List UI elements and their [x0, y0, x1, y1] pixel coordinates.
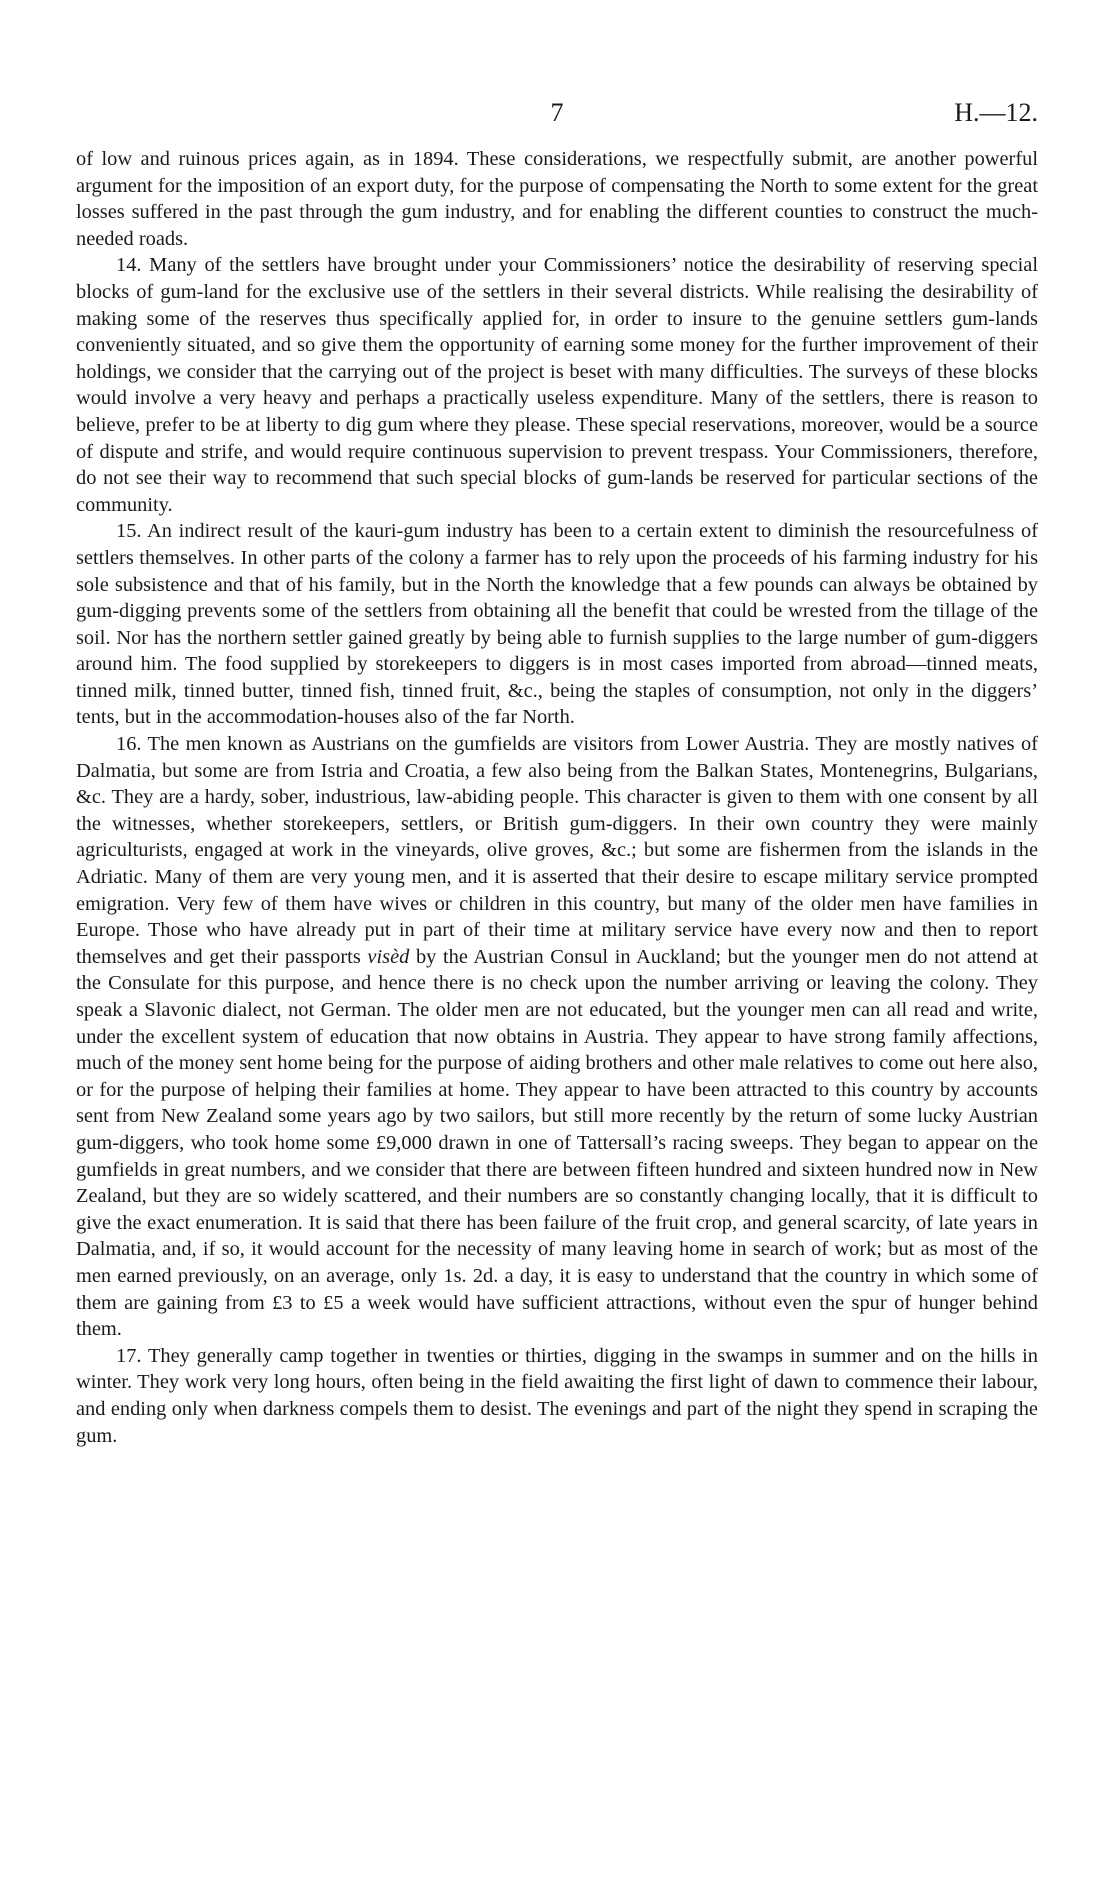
paragraph-16 [76, 731, 1038, 1343]
paragraph-13-continuation: of low and ruinous prices again, as in 1894. These considerations, we respectfully submit, are another powerful argument for the imposition of an export duty, for the purpose of compensating the North to some extent for the great losses suffered in the past through the gum industry, and for enabling the different counties to construct the much-needed roads. [76, 148, 1038, 250]
page-number: 7 [550, 98, 564, 127]
paragraph-16-text-after: by the Austrian Consul in Auckland; but the younger men do not attend at the Consulate for this purpose, and hence there is no check upon the number arriving or leaving the colony. They speak a Slavonic dialect, not German. The older men are not educated, but the younger men can all read and write, under the excellent system of education that now obtains in Austria. They appear to have strong family affections, much of the money sent home being for the purpose of aiding brothers and other male relatives to come out here also, or for the purpose of helping their families at home. They appear to have been attracted to this country by accounts sent from New Zealand some years ago by two sailors, but still more recently by the return of some lucky Austrian gum-diggers, who took home some £9,000 drawn in one of Tattersall’s racing sweeps. They began to appear on the gumfields in great numbers, and we consider that there are between fifteen hundred and sixteen hundred now in New Zealand, but they are so widely scattered, and their numbers are so constantly changing locally, that it is difficult to give the exact enumeration. It is said that there has been failure of the fruit crop, and general scarcity, of late years in Dalmatia, and, if so, it would account for the necessity of many leaving home in search of work; but as most of the men earned previously, on an average, only 1s. 2d. a day, it is easy to understand that the country in which some of them are gaining from £3 to £5 a week would have sufficient attractions, without even the spur of hunger behind them. [76, 945, 1038, 1341]
paragraph-16-italic-word: visèd [367, 945, 410, 968]
paragraph-16-text-before: 16. The men known as Austrians on the gumfields are visitors from Lower Austria. They are mostly natives of Dalmatia, but some are from Istria and Croatia, a few also being from the Balkan States, Montenegrins, Bulgarians, &c. They are a hardy, sober, industrious, law-abiding people. This character is given to them with one consent by all the witnesses, whether storekeepers, settlers, or British gum-diggers. In their own country they were mainly agriculturists, engaged at work in the vineyards, olive groves, &c.; but some are fishermen from the islands in the Adriatic. Many of them are very young men, and it is asserted that their desire to escape military service prompted emigration. Very few of them have wives or children in this country, but many of the older men have families in Europe. Those who have already put in part of their time at military service have every now and then to report themselves and get their passports [76, 733, 1038, 968]
document-reference: H.—12. [954, 98, 1038, 127]
body-text [76, 146, 1038, 1449]
document-page [76, 96, 1038, 1449]
page-header [76, 96, 1038, 130]
paragraph-15: 15. An indirect result of the kauri-gum industry has been to a certain extent to diminish the resourcefulness of settlers themselves. In other parts of the colony a farmer has to rely upon the proceeds of his farming industry for his sole subsistence and that of his family, but in the North the knowledge that a few pounds can always be obtained by gum-digging prevents some of the settlers from obtaining all the benefit that could be wrested from the tillage of the soil. Nor has the northern settler gained greatly by being able to furnish supplies to the large number of gum-diggers around him. The food supplied by storekeepers to diggers is in most cases imported from abroad—tinned meats, tinned milk, tinned butter, tinned fish, tinned fruit, &c., being the staples of consumption, not only in the diggers’ tents, but in the accommodation-houses also of the far North. [76, 520, 1038, 729]
paragraph-14: 14. Many of the settlers have brought under your Commissioners’ notice the desirability of reserving special blocks of gum-land for the exclusive use of the settlers in their several districts. While realising the desirability of making some of the reserves thus specifically applied for, in order to insure to the genuine settlers gum-lands conveniently situated, and so give them the opportunity of earning some money for the further improvement of their holdings, we consider that the carrying out of the project is beset with many difficulties. The surveys of these blocks would involve a very heavy and perhaps a practically useless expenditure. Many of the settlers, there is reason to believe, prefer to be at liberty to dig gum where they please. These special reservations, moreover, would be a source of dispute and strife, and would require continuous supervision to prevent trespass. Your Commissioners, therefore, do not see their way to recommend that such special blocks of gum-lands be reserved for particular sections of the community. [76, 254, 1038, 516]
paragraph-17: 17. They generally camp together in twenties or thirties, digging in the swamps in summer and on the hills in winter. They work very long hours, often being in the field awaiting the first light of dawn to commence their labour, and ending only when darkness compels them to desist. The evenings and part of the night they spend in scraping the gum. [76, 1344, 1038, 1447]
